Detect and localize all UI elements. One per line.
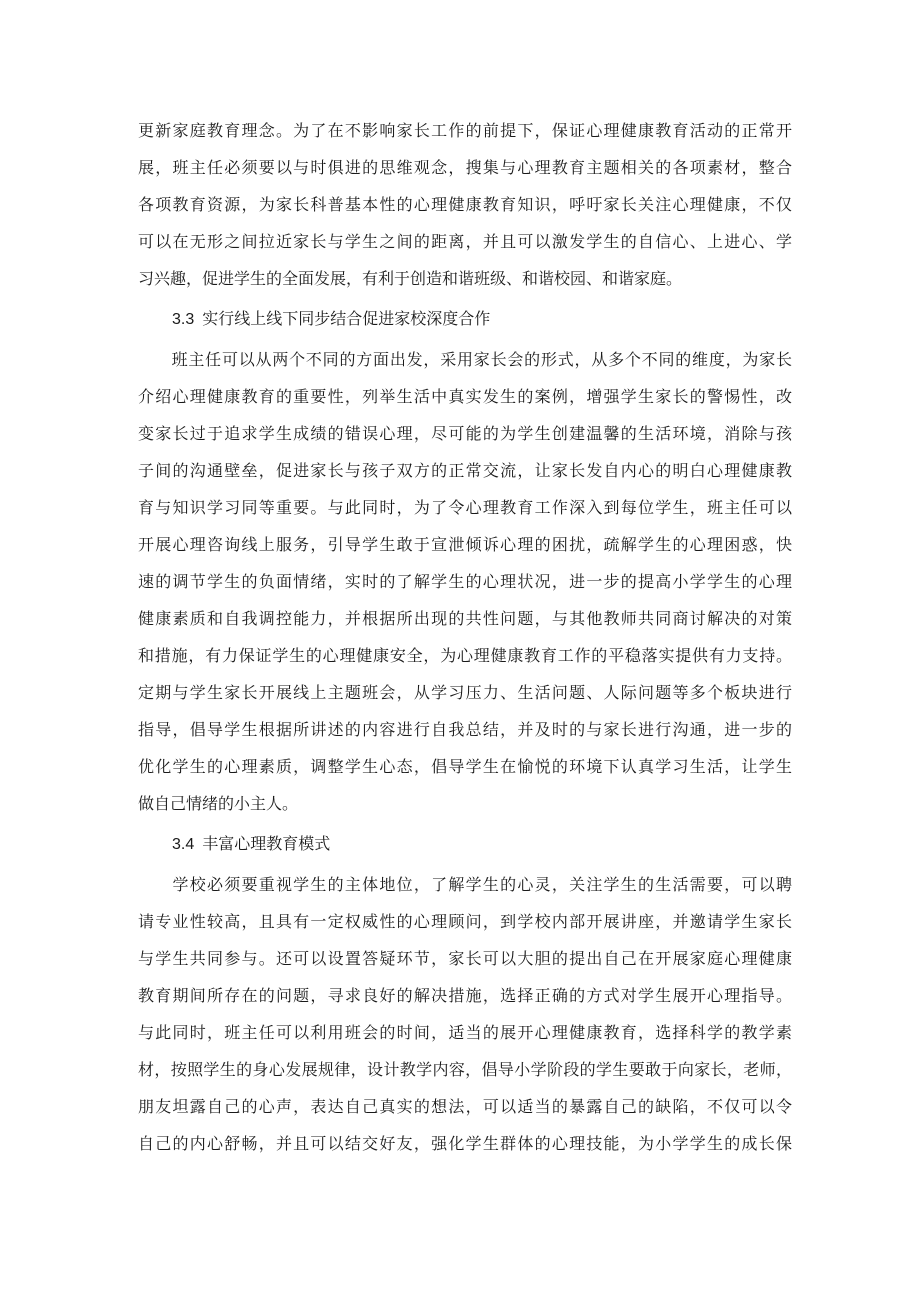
- text-line: 变家长过于追求学生成绩的错误心理，尽可能的为学生创建温馨的生活环境，消除与孩: [138, 424, 792, 443]
- document-body: [138, 112, 792, 1162]
- text-line: 自己的内心舒畅，并且可以结交好友，强化学生群体的心理技能，为小学学生的成长保: [138, 1134, 792, 1153]
- text-line: 优化学生的心理素质，调整学生心态，倡导学生在愉悦的环境下认真学习生活，让学生: [138, 757, 792, 776]
- paragraph-online-offline: [138, 341, 792, 822]
- text-line: 习兴趣，促进学生的全面发展，有利于创造和谐班级、和谐校园、和谐家庭。: [138, 269, 683, 288]
- text-line: 开展心理咨询线上服务，引导学生敢于宣泄倾诉心理的困扰，疏解学生的心理困惑，快: [138, 535, 792, 554]
- text-line: 朋友坦露自己的心声，表达自己真实的想法，可以适当的暴露自己的缺陷，不仅可以令: [138, 1097, 792, 1116]
- text-line: 健康素质和自我调控能力，并根据所出现的共性问题，与其他教师共同商讨解决的对策: [138, 609, 792, 628]
- section-heading-3-4: [138, 825, 792, 862]
- section-title: 丰富心理教育模式: [202, 834, 331, 853]
- text-line: 班主任可以从两个不同的方面出发，采用家长会的形式，从多个不同的维度，为家长: [138, 350, 792, 369]
- text-line: 展，班主任必须要以与时俱进的思维观念，搜集与心理教育主题相关的各项素材，整合: [138, 158, 792, 177]
- paragraph-family-education: [138, 112, 792, 297]
- text-line: 速的调节学生的负面情绪，实时的了解学生的心理状况，进一步的提高小学学生的心理: [138, 572, 792, 591]
- section-number: 3.4: [172, 836, 195, 853]
- section-title: 实行线上线下同步结合促进家校深度合作: [202, 309, 491, 328]
- text-line: 材，按照学生的身心发展规律，设计教学内容，倡导小学阶段的学生要敢于向家长，老师，: [138, 1060, 792, 1079]
- text-line: 介绍心理健康教育的重要性，列举生活中真实发生的案例，增强学生家长的警惕性，改: [138, 387, 792, 406]
- text-line: 请专业性较高，且具有一定权威性的心理顾问，到学校内部开展讲座，并邀请学生家长: [138, 912, 792, 931]
- text-line: 定期与学生家长开展线上主题班会，从学习压力、生活问题、人际问题等多个板块进行: [138, 683, 792, 702]
- section-number: 3.3: [172, 311, 195, 328]
- section-heading-3-3: [138, 300, 792, 337]
- text-line: 子间的沟通壁垒，促进家长与孩子双方的正常交流，让家长发自内心的明白心理健康教: [138, 461, 792, 480]
- text-line: 和措施，有力保证学生的心理健康安全，为心理健康教育工作的平稳落实提供有力支持。: [138, 646, 792, 665]
- text-line: 更新家庭教育理念。为了在不影响家长工作的前提下，保证心理健康教育活动的正常开: [138, 121, 792, 140]
- text-line: 指导，倡导学生根据所讲述的内容进行自我总结，并及时的与家长进行沟通，进一步的: [138, 720, 792, 739]
- text-line: 可以在无形之间拉近家长与学生之间的距离，并且可以激发学生的自信心、上进心、学: [138, 232, 792, 251]
- text-line: 各项教育资源，为家长科普基本性的心理健康教育知识，呼吁家长关注心理健康，不仅: [138, 195, 792, 214]
- paragraph-education-modes: [138, 866, 792, 1162]
- text-line: 与学生共同参与。还可以设置答疑环节，家长可以大胆的提出自己在开展家庭心理健康: [138, 949, 792, 968]
- text-line: 教育期间所存在的问题，寻求良好的解决措施，选择正确的方式对学生展开心理指导。: [138, 986, 792, 1005]
- text-line: 与此同时，班主任可以利用班会的时间，适当的展开心理健康教育，选择科学的教学素: [138, 1023, 792, 1042]
- text-line: 做自己情绪的小主人。: [138, 794, 299, 813]
- text-line: 学校必须要重视学生的主体地位，了解学生的心灵，关注学生的生活需要，可以聘: [138, 875, 792, 894]
- text-line: 育与知识学习同等重要。与此同时，为了令心理教育工作深入到每位学生，班主任可以: [138, 498, 792, 517]
